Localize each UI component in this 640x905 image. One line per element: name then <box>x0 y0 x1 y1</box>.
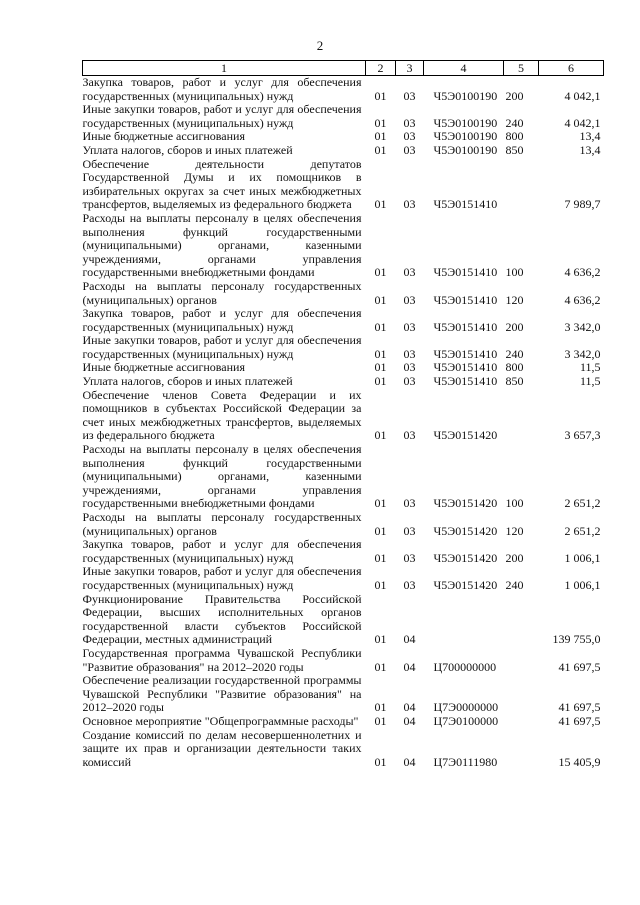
subsection-code-cell: 04 <box>403 659 416 674</box>
expense-name-cell: Иные закупки товаров, работ и услуг для обеспечения государственных (муниципальных) нужд <box>82 102 362 130</box>
expense-type-code-cell <box>504 715 539 729</box>
expense-name-cell: Уплата налогов, сборов и иных платежей <box>82 374 293 389</box>
amount-cell: 11,5 <box>579 360 601 375</box>
subsection-code-cell: 04 <box>403 754 416 769</box>
subsection-code-cell: 04 <box>403 700 416 715</box>
page-number: 2 <box>316 38 324 53</box>
column-header-5: 5 <box>504 61 539 76</box>
table-row <box>83 361 604 375</box>
budget-table <box>82 60 604 769</box>
amount-cell: 41 697,5 <box>558 713 601 728</box>
target-item-code-cell: Ч5Э0151420 <box>433 496 498 511</box>
section-code-cell: 01 <box>374 374 387 389</box>
target-item-code-cell: Ч5Э0151410 <box>433 265 498 280</box>
subsection-code-cell: 04 <box>403 632 416 647</box>
section-code-cell: 01 <box>374 265 387 280</box>
amount-cell: 7 989,7 <box>564 197 601 212</box>
table-row <box>83 511 604 538</box>
expense-name-cell: Расходы на выплаты персоналу государственных (муниципальных) органов <box>82 510 362 538</box>
expense-type-code-cell <box>504 647 539 674</box>
expense-name-cell: Иные закупки товаров, работ и услуг для обеспечения государственных (муниципальных) нужд <box>82 333 362 361</box>
amount-cell: 4 042,1 <box>564 115 601 130</box>
expense-type-code-cell <box>504 593 539 647</box>
section-code-cell: 01 <box>374 700 387 715</box>
expense-name-cell: Основное мероприятие "Общепрограммные расходы" <box>82 713 359 728</box>
amount-cell: 4 042,1 <box>564 88 601 103</box>
subsection-code-cell: 04 <box>403 713 416 728</box>
target-item-code-cell: Ч5Э0151420 <box>433 550 498 565</box>
expense-type-code-cell: 240 <box>505 577 524 592</box>
expense-type-code-cell <box>504 729 539 770</box>
table-row <box>83 130 604 144</box>
amount-cell: 41 697,5 <box>558 700 601 715</box>
subsection-code-cell: 03 <box>403 360 416 375</box>
expense-name-cell: Закупка товаров, работ и услуг для обеспечения государственных (муниципальных) нужд <box>82 75 362 103</box>
section-code-cell: 01 <box>374 129 387 144</box>
target-item-code-cell: Ц700000000 <box>433 659 497 674</box>
amount-cell: 15 405,9 <box>558 754 601 769</box>
table-row <box>83 158 604 212</box>
expense-name-cell: Функционирование Правительства Российской Федерации, высших исполнительных органов государственной власти субъектов Российской Федерации, местных администраций <box>82 591 362 647</box>
amount-cell: 3 657,3 <box>564 428 601 443</box>
subsection-code-cell: 03 <box>403 346 416 361</box>
section-code-cell: 01 <box>374 632 387 647</box>
expense-name-cell: Обеспечение членов Совета Федерации и их помощников в субъектах Российской Федерации за счет иных межбюджетных трансфертов, выделяемых из федерального бюджета <box>82 387 362 443</box>
amount-cell: 1 006,1 <box>564 577 601 592</box>
expense-name-cell: Расходы на выплаты персоналу в целях обеспечения выполнения функций государственными (муниципальными) органами, казенными учреждениями, органами управления государственными внебюджетными фондами <box>82 442 362 511</box>
target-item-code-cell: Ч5Э0151410 <box>433 360 498 375</box>
table-row <box>83 280 604 307</box>
subsection-code-cell: 03 <box>403 496 416 511</box>
target-item-code-cell: Ч5Э0151410 <box>433 292 498 307</box>
expense-name-cell: Иные бюджетные ассигнования <box>82 360 245 375</box>
section-code-cell: 01 <box>374 754 387 769</box>
column-header-6: 6 <box>539 61 604 76</box>
table-row <box>83 389 604 443</box>
amount-cell: 4 636,2 <box>564 265 601 280</box>
subsection-code-cell: 03 <box>403 319 416 334</box>
target-item-code-cell: Ч5Э0151410 <box>433 319 498 334</box>
column-header-3: 3 <box>396 61 424 76</box>
expense-type-code-cell: 850 <box>505 142 524 157</box>
amount-cell: 3 342,0 <box>564 346 601 361</box>
subsection-code-cell: 03 <box>403 292 416 307</box>
target-item-code-cell <box>424 593 504 647</box>
amount-cell: 41 697,5 <box>558 659 601 674</box>
subsection-code-cell: 03 <box>403 115 416 130</box>
expense-type-code-cell: 200 <box>505 550 524 565</box>
target-item-code-cell: Ч5Э0151420 <box>433 428 498 443</box>
section-code-cell: 01 <box>374 115 387 130</box>
table-row <box>83 76 604 104</box>
section-code-cell: 01 <box>374 713 387 728</box>
target-item-code-cell: Ц7Э0000000 <box>433 700 499 715</box>
target-item-code-cell: Ч5Э0100190 <box>433 88 498 103</box>
subsection-code-cell: 03 <box>403 428 416 443</box>
target-item-code-cell: Ч5Э0151410 <box>433 346 498 361</box>
expense-name-cell: Закупка товаров, работ и услуг для обеспечения государственных (муниципальных) нужд <box>82 306 362 334</box>
amount-cell: 139 755,0 <box>552 632 601 647</box>
amount-cell: 4 636,2 <box>564 292 601 307</box>
table-row <box>83 334 604 361</box>
table-row <box>83 103 604 130</box>
table-header-row <box>83 61 604 76</box>
expense-type-code-cell: 240 <box>505 115 524 130</box>
subsection-code-cell: 03 <box>403 374 416 389</box>
section-code-cell: 01 <box>374 577 387 592</box>
section-code-cell: 01 <box>374 197 387 212</box>
expense-name-cell: Государственная программа Чувашской Республики "Развитие образования" на 2012–2020 годы <box>82 645 362 674</box>
expense-type-code-cell <box>504 674 539 715</box>
section-code-cell: 01 <box>374 523 387 538</box>
expense-type-code-cell <box>504 389 539 443</box>
section-code-cell: 01 <box>374 319 387 334</box>
expense-type-code-cell: 240 <box>505 346 524 361</box>
expense-type-code-cell: 850 <box>505 374 524 389</box>
section-code-cell: 01 <box>374 292 387 307</box>
table-row <box>83 565 604 592</box>
target-item-code-cell: Ч5Э0151420 <box>433 523 498 538</box>
table-row <box>83 443 604 511</box>
expense-type-code-cell: 200 <box>505 88 524 103</box>
amount-cell: 3 342,0 <box>564 319 601 334</box>
section-code-cell: 01 <box>374 428 387 443</box>
target-item-code-cell: Ч5Э0151410 <box>433 197 498 212</box>
target-item-code-cell: Ц7Э0100000 <box>433 713 499 728</box>
amount-cell: 1 006,1 <box>564 550 601 565</box>
expense-name-cell: Расходы на выплаты персоналу в целях обеспечения выполнения функций государственными (муниципальными) органами, казенными учреждениями, органами управления государственными внебюджетными фондами <box>82 210 362 280</box>
table-row <box>83 375 604 389</box>
subsection-code-cell: 03 <box>403 129 416 144</box>
column-header-1: 1 <box>83 61 366 76</box>
amount-cell: 11,5 <box>579 374 601 389</box>
expense-name-cell: Создание комиссий по делам несовершеннолетних и защите их прав и организации деятельности таких комиссий <box>82 727 362 769</box>
section-code-cell: 01 <box>374 496 387 511</box>
subsection-code-cell: 03 <box>403 550 416 565</box>
subsection-code-cell: 03 <box>403 142 416 157</box>
expense-name-cell: Иные бюджетные ассигнования <box>82 129 245 144</box>
section-code-cell: 01 <box>374 142 387 157</box>
column-header-2: 2 <box>366 61 396 76</box>
table-row <box>83 674 604 715</box>
table-row <box>83 212 604 280</box>
section-code-cell: 01 <box>374 346 387 361</box>
expense-type-code-cell: 120 <box>505 523 524 538</box>
table-row <box>83 593 604 647</box>
expense-type-code-cell: 800 <box>505 360 524 375</box>
table-row <box>83 538 604 565</box>
target-item-code-cell: Ч5Э0151420 <box>433 577 498 592</box>
expense-name-cell: Закупка товаров, работ и услуг для обеспечения государственных (муниципальных) нужд <box>82 537 362 565</box>
expense-type-code-cell: 800 <box>505 129 524 144</box>
table-row <box>83 144 604 158</box>
table-row <box>83 647 604 674</box>
expense-type-code-cell: 100 <box>505 265 524 280</box>
expense-name-cell: Уплата налогов, сборов и иных платежей <box>82 142 293 157</box>
expense-name-cell: Обеспечение деятельности депутатов Государственной Думы и их помощников в избирательных округах за счет иных межбюджетных трансфертов, выделяемых из федерального бюджета <box>82 156 362 212</box>
expense-type-code-cell: 100 <box>505 496 524 511</box>
expense-type-code-cell <box>504 158 539 212</box>
target-item-code-cell: Ч5Э0100190 <box>433 115 498 130</box>
target-item-code-cell: Ч5Э0100190 <box>433 142 498 157</box>
subsection-code-cell: 03 <box>403 88 416 103</box>
expense-name-cell: Обеспечение реализации государственной программы Чувашской Республики "Развитие образования" на 2012–2020 годы <box>82 673 362 715</box>
table-row <box>83 307 604 334</box>
amount-cell: 2 651,2 <box>564 496 601 511</box>
subsection-code-cell: 03 <box>403 577 416 592</box>
expense-type-code-cell: 120 <box>505 292 524 307</box>
target-item-code-cell: Ч5Э0100190 <box>433 129 498 144</box>
section-code-cell: 01 <box>374 550 387 565</box>
subsection-code-cell: 03 <box>403 197 416 212</box>
subsection-code-cell: 03 <box>403 265 416 280</box>
section-code-cell: 01 <box>374 360 387 375</box>
target-item-code-cell: Ц7Э0111980 <box>433 754 498 769</box>
expense-name-cell: Расходы на выплаты персоналу государственных (муниципальных) органов <box>82 278 362 307</box>
section-code-cell: 01 <box>374 659 387 674</box>
amount-cell: 13,4 <box>579 129 601 144</box>
table-row <box>83 729 604 770</box>
table-row <box>83 715 604 729</box>
amount-cell: 2 651,2 <box>564 523 601 538</box>
amount-cell: 13,4 <box>579 142 601 157</box>
target-item-code-cell: Ч5Э0151410 <box>433 374 498 389</box>
expense-name-cell: Иные закупки товаров, работ и услуг для обеспечения государственных (муниципальных) нужд <box>82 564 362 592</box>
column-header-4: 4 <box>424 61 504 76</box>
section-code-cell: 01 <box>374 88 387 103</box>
expense-type-code-cell: 200 <box>505 319 524 334</box>
subsection-code-cell: 03 <box>403 523 416 538</box>
